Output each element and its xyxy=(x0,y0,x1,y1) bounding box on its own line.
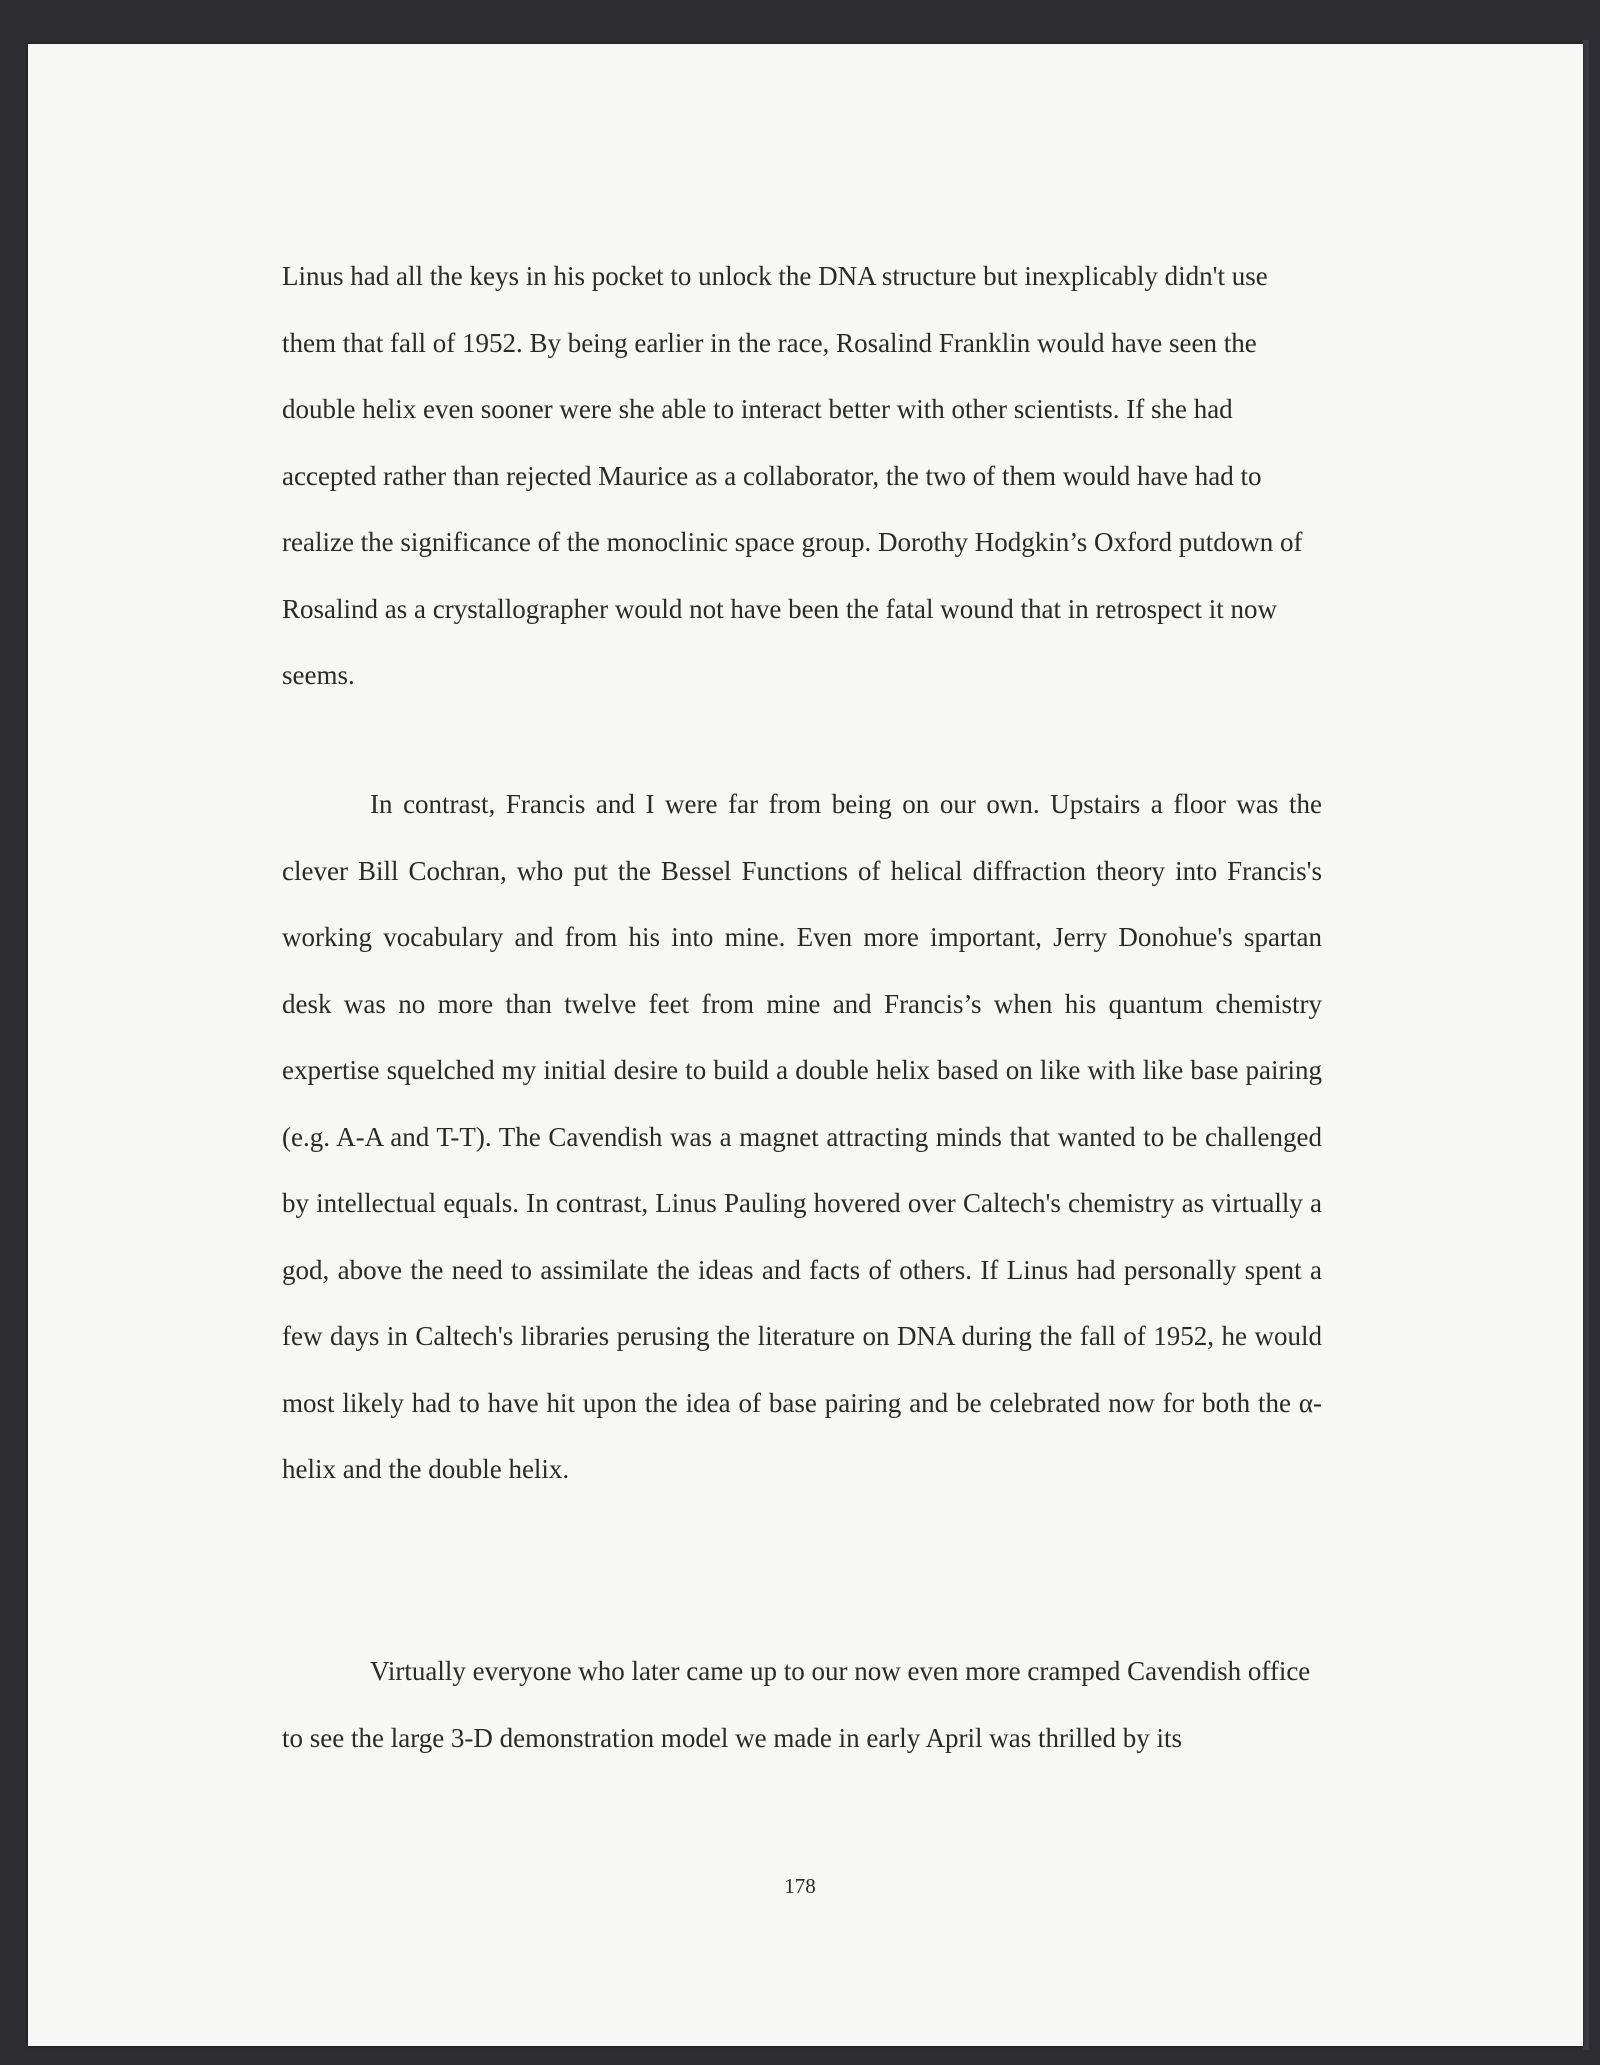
paragraph-2: In contrast, Francis and I were far from being on our own. Upstairs a floor was the clever Bill Cochran, who put the Bessel Functions of helical diffraction theory into Francis's working vocabulary and from his into mine. Even more important, Jerry Donohue's spartan desk was no more than twelve feet from mine and Francis’s when his quantum chemistry expertise squelched my initial desire to build a double helix based on like with like base pairing (e.g. A-A and T-T). The Cavendish was a magnet attracting minds that wanted to be challenged by intellectual equals. In contrast, Linus Pauling hovered over Caltech's chemistry as virtually a god, above the need to assimilate the ideas and facts of others. If Linus had personally spent a few days in Caltech's libraries perusing the literature on DNA during the fall of 1952, he would most likely had to have hit upon the idea of base pairing and be celebrated now for both the α-helix and the double helix. xyxy=(282,789,1322,1484)
page-number: 178 xyxy=(784,1874,816,1898)
paragraph-1: Linus had all the keys in his pocket to unlock the DNA structure but inexplicably didn't use them that fall of 1952. By being earlier in the race, Rosalind Franklin would have seen the double helix even sooner were she able to interact better with other scientists. If she had accepted rather than rejected Maurice as a collaborator, the two of them would have had to realize the significance of the monoclinic space group. Dorothy Hodgkin’s Oxford putdown of Rosalind as a crystallographer would not have been the fatal wound that in retrospect it now seems. xyxy=(282,261,1303,690)
paragraph-3: Virtually everyone who later came up to our now even more cramped Cavendish office to see the large 3-D demonstration model we made in early April was thrilled by its xyxy=(282,1656,1311,1753)
page-edge xyxy=(1583,40,1589,2050)
